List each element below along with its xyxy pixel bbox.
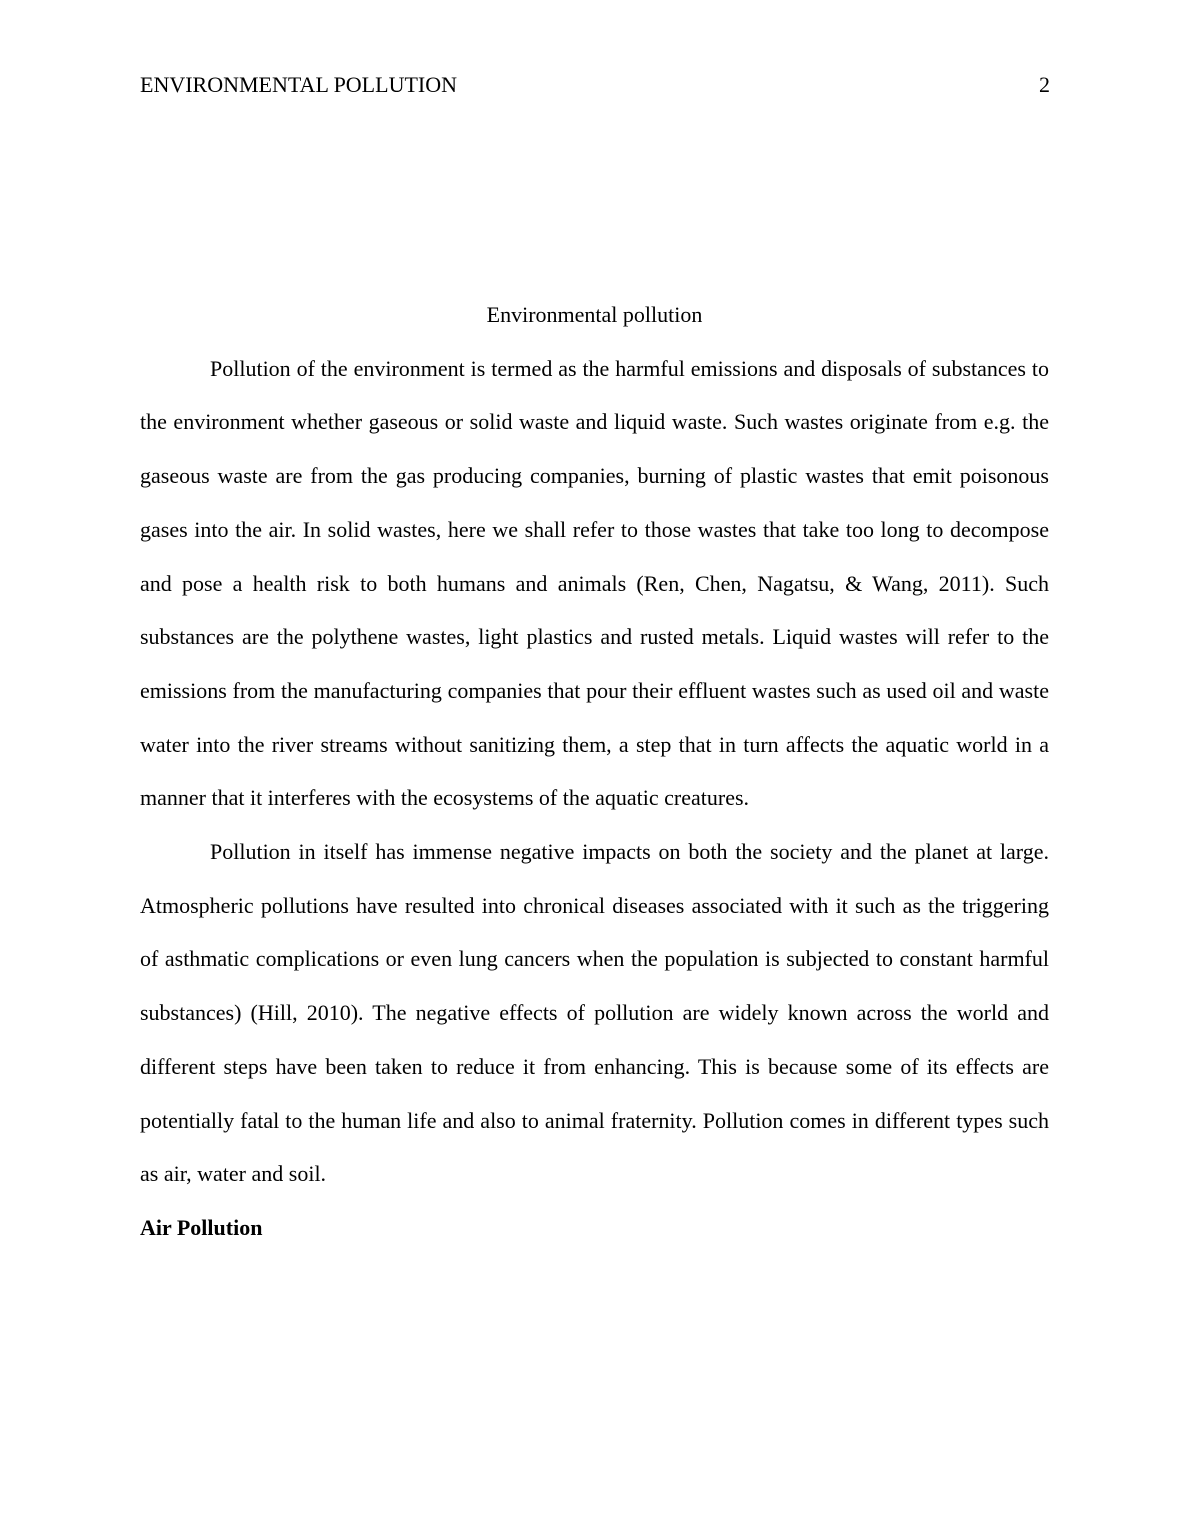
running-head [140,70,1050,100]
body-paragraph: Pollution in itself has immense negative impacts on both the society and the planet at large. Atmospheric pollutions have resulted into chronical diseases associated with it such as the triggering of asthmatic complications or even lung cancers when the population is subjected to constant harmful substances) (Hill, 2010). The negative effects of pollution are widely known across the world and different steps have been taken to reduce it from enhancing. This is because some of its effects are potentially fatal to the human life and also to animal fraternity. Pollution comes in different types such as air, water and soil. [140,839,1049,1187]
document-body [140,288,1049,1255]
body-paragraph: Pollution of the environment is termed as the harmful emissions and disposals of substances to the environment whether gaseous or solid waste and liquid waste. Such wastes originate from e.g. the gaseous waste are from the gas producing companies, burning of plastic wastes that emit poisonous gases into the air. In solid wastes, here we shall refer to those wastes that take too long to decompose and pose a health risk to both humans and animals (Ren, Chen, Nagatsu, & Wang, 2011). Such substances are the polythene wastes, light plastics and rusted metals. Liquid wastes will refer to the emissions from the manufacturing companies that pour their effluent wastes such as used oil and waste water into the river streams without sanitizing them, a step that in turn affects the aquatic world in a manner that it interferes with the ecosystems of the aquatic creatures. [140,355,1049,811]
running-head-title: ENVIRONMENTAL POLLUTION [140,72,457,97]
section-heading-air-pollution: Air Pollution [140,1214,263,1240]
document-title: Environmental pollution [486,302,703,327]
page-number: 2 [1039,72,1050,97]
